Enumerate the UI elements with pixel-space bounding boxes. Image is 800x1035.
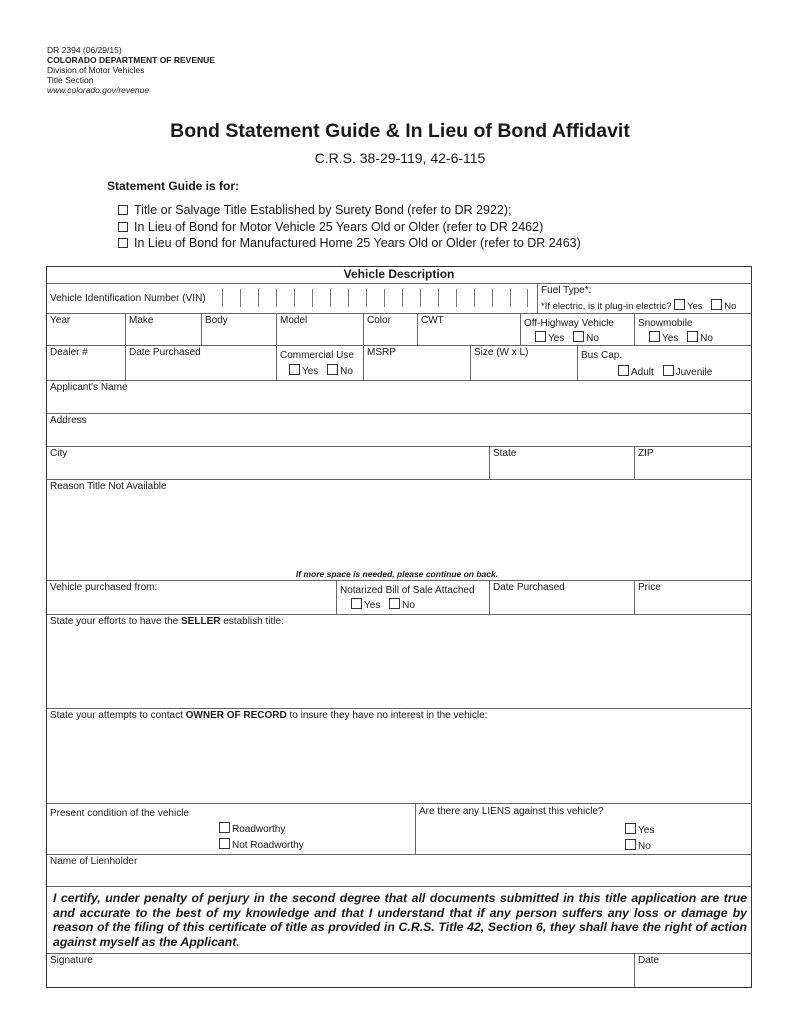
vin-box[interactable]	[240, 289, 258, 307]
vin-box[interactable]	[294, 289, 312, 307]
vin-label: Vehicle Identification Number (VIN)	[50, 293, 206, 304]
roadworthy-checkbox[interactable]	[219, 822, 230, 833]
vin-box[interactable]	[384, 289, 402, 307]
dealer-number-field[interactable]: Dealer #	[47, 346, 126, 381]
no-label: No	[402, 600, 415, 611]
snowmobile-field[interactable]	[635, 314, 751, 346]
state-field[interactable]: State	[490, 447, 635, 480]
yes-label: Yes	[662, 333, 679, 344]
statement-guide-options	[118, 202, 581, 252]
form-number: DR 2394 (06/29/15)	[47, 45, 122, 55]
surety-bond-checkbox[interactable]	[118, 205, 128, 215]
seller-bold-text: SELLER	[181, 616, 221, 627]
address-field[interactable]: Address	[47, 414, 751, 447]
vehicle-condition-field[interactable]	[47, 804, 416, 855]
seller-efforts-field[interactable]	[47, 615, 751, 709]
make-field[interactable]: Make	[126, 314, 202, 346]
condition-label: Present condition of the vehicle	[50, 808, 189, 819]
yes-label: Yes	[687, 301, 703, 312]
plugin-no-checkbox[interactable]	[711, 299, 722, 310]
statute-reference: C.R.S. 38-29-119, 42-6-115	[314, 150, 486, 166]
yes-label: Yes	[638, 825, 655, 836]
section-name: Title Section	[47, 75, 94, 85]
form-header	[47, 45, 215, 95]
bus-cap-label: Bus Cap.	[581, 350, 623, 361]
purchased-from-field[interactable]: Vehicle purchased from:	[47, 581, 337, 615]
applicant-name-field[interactable]: Applicant's Name	[47, 381, 751, 414]
option-label: Title or Salvage Title Established by Surety Bond (refer to DR 2922);	[134, 203, 512, 217]
date-purchased-2-field[interactable]: Date Purchased	[490, 581, 635, 615]
adult-checkbox[interactable]	[618, 365, 629, 376]
owner-bold-text: OWNER OF RECORD	[185, 710, 287, 721]
commercial-yes-checkbox[interactable]	[289, 364, 300, 375]
vin-box[interactable]	[438, 289, 456, 307]
seller-efforts-text-end: establish title:	[220, 616, 284, 627]
vin-box[interactable]	[258, 289, 276, 307]
owner-of-record-field[interactable]	[47, 709, 751, 804]
date-purchased-field[interactable]: Date Purchased	[126, 346, 277, 381]
option-manufactured-home	[118, 235, 581, 252]
juvenile-checkbox[interactable]	[663, 365, 674, 376]
certification-statement: I certify, under penalty of perjury in the second degree that all documents submitted in this title application are true and accurate to the best of my knowledge and that I understand that if any person suffers any loss or damage by reason of the filing of this certificate of title as provided in C.R.S. Title 42, Section 6, they shall have the right of action against myself as the Applicant.	[53, 891, 747, 949]
motor-vehicle-checkbox[interactable]	[118, 222, 128, 232]
color-field[interactable]: Color	[364, 314, 418, 346]
liens-no-checkbox[interactable]	[625, 839, 636, 850]
statement-guide-label: Statement Guide is for:	[107, 179, 240, 193]
owner-text-end: to insure they have no interest in the vehicle:	[286, 710, 488, 721]
notarized-options	[351, 598, 415, 612]
vin-box[interactable]	[276, 289, 294, 307]
snowmobile-yes-checkbox[interactable]	[649, 331, 660, 342]
vin-field[interactable]	[47, 284, 538, 314]
vin-box[interactable]	[222, 289, 240, 307]
vin-box[interactable]	[312, 289, 330, 307]
off-highway-yes-checkbox[interactable]	[535, 331, 546, 342]
lienholder-name-field[interactable]: Name of Lienholder	[47, 855, 751, 887]
city-field[interactable]: City	[47, 447, 490, 480]
price-field[interactable]: Price	[635, 581, 751, 615]
off-highway-field[interactable]	[521, 314, 635, 346]
plugin-electric-question	[541, 299, 736, 313]
vin-box[interactable]	[366, 289, 384, 307]
msrp-field[interactable]: MSRP	[364, 346, 471, 381]
option-motor-vehicle	[118, 219, 581, 236]
commercial-use-field[interactable]	[277, 346, 364, 381]
model-field[interactable]: Model	[277, 314, 364, 346]
commercial-use-options	[289, 364, 353, 378]
vehicle-description-heading: Vehicle Description	[47, 267, 751, 284]
seller-efforts-text: State your efforts to have the	[50, 616, 182, 627]
vin-box[interactable]	[330, 289, 348, 307]
vin-box[interactable]	[420, 289, 438, 307]
no-label: No	[340, 366, 353, 377]
department-name: COLORADO DEPARTMENT OF REVENUE	[47, 55, 215, 65]
not-roadworthy-checkbox[interactable]	[219, 838, 230, 849]
bus-cap-options	[618, 365, 712, 379]
page-title: Bond Statement Guide & In Lieu of Bond Affidavit	[170, 120, 630, 142]
liens-field[interactable]	[416, 804, 751, 855]
off-highway-label: Off-Highway Vehicle	[524, 318, 614, 329]
notarized-no-checkbox[interactable]	[389, 598, 400, 609]
notarized-label: Notarized Bill of Sale Attached	[340, 585, 475, 596]
bond-statement-form	[46, 266, 752, 988]
yes-label: Yes	[364, 600, 381, 611]
liens-question: Are there any LIENS against this vehicle?	[419, 806, 604, 817]
commercial-use-label: Commercial Use	[280, 350, 354, 361]
notarized-bill-field[interactable]	[337, 581, 490, 615]
notarized-yes-checkbox[interactable]	[351, 598, 362, 609]
snowmobile-options	[649, 331, 713, 345]
option-surety-bond	[118, 202, 581, 219]
no-label: No	[638, 841, 651, 852]
option-label: In Lieu of Bond for Manufactured Home 25 Years Old or Older (refer to DR 2463)	[134, 236, 581, 250]
vin-box[interactable]	[456, 289, 474, 307]
more-space-note: If more space is needed, please continue on back.	[295, 569, 499, 579]
adult-label: Adult	[631, 367, 654, 378]
no-label: No	[724, 301, 737, 312]
manufactured-home-checkbox[interactable]	[118, 238, 128, 248]
not-roadworthy-label: Not Roadworthy	[232, 840, 304, 851]
bus-capacity-field[interactable]	[578, 346, 751, 381]
not-roadworthy-option	[219, 838, 304, 852]
cwt-field[interactable]: CWT	[418, 314, 521, 346]
yes-label: Yes	[302, 366, 319, 377]
snowmobile-no-checkbox[interactable]	[687, 331, 698, 342]
no-label: No	[700, 333, 713, 344]
year-field[interactable]: Year	[47, 314, 126, 346]
vin-boxes	[222, 267, 528, 297]
vin-box[interactable]	[348, 289, 366, 307]
date-field[interactable]: Date	[635, 953, 751, 987]
roadworthy-option	[219, 822, 285, 836]
vin-box[interactable]	[510, 289, 528, 307]
plugin-question-text: *If electric, is it plug-in electric?	[541, 301, 672, 312]
fuel-type-label: Fuel Type*:	[541, 285, 592, 296]
vin-box[interactable]	[474, 289, 492, 307]
snowmobile-label: Snowmobile	[638, 318, 693, 329]
liens-yes-checkbox[interactable]	[625, 823, 636, 834]
plugin-yes-checkbox[interactable]	[674, 299, 685, 310]
zip-field[interactable]: ZIP	[635, 447, 751, 480]
option-label: In Lieu of Bond for Motor Vehicle 25 Years Old or Older (refer to DR 2462)	[134, 219, 544, 234]
juvenile-label: Juvenile	[675, 367, 713, 378]
website-link[interactable]: www.colorado.gov/revenue	[47, 85, 150, 95]
reason-title-not-available-field[interactable]: Reason Title Not Available	[47, 480, 751, 581]
vin-box[interactable]	[402, 289, 420, 307]
liens-no-option	[625, 839, 651, 853]
off-highway-no-checkbox[interactable]	[573, 331, 584, 342]
roadworthy-label: Roadworthy	[232, 824, 286, 835]
no-label: No	[586, 333, 599, 344]
signature-field[interactable]: Signature	[47, 953, 635, 987]
liens-yes-option	[625, 823, 654, 837]
body-field[interactable]: Body	[202, 314, 277, 346]
owner-text: State your attempts to contact	[50, 710, 186, 721]
size-field[interactable]: Size (W x L)	[471, 346, 578, 381]
vin-box[interactable]	[492, 289, 510, 307]
commercial-no-checkbox[interactable]	[327, 364, 338, 375]
division-name: Division of Motor Vehicles	[47, 65, 145, 75]
off-highway-options	[535, 331, 599, 345]
yes-label: Yes	[548, 333, 565, 344]
fuel-type-field[interactable]	[538, 284, 751, 314]
